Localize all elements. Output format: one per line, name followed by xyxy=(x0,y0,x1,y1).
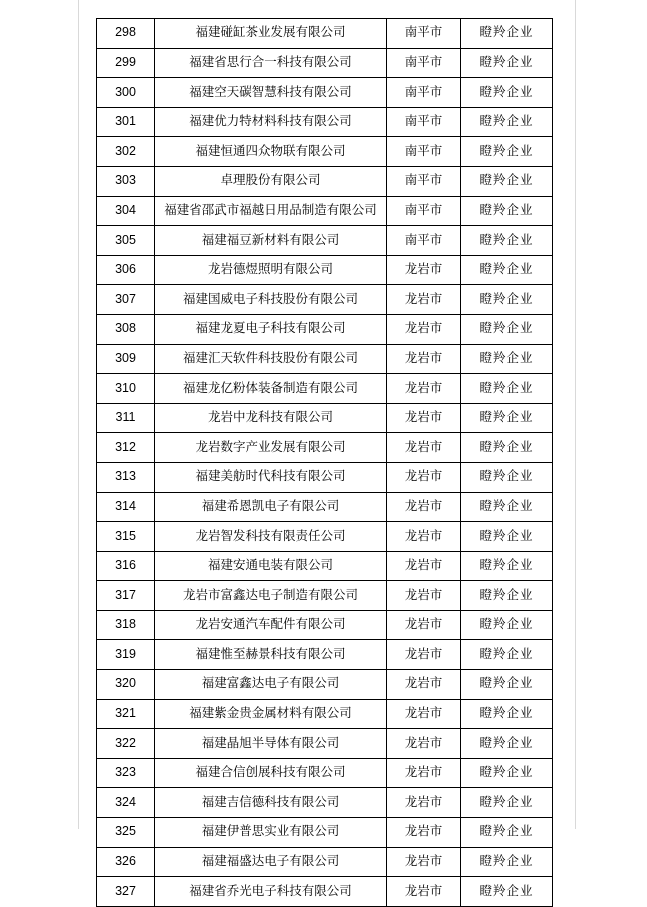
cell-enterprise-name: 福建希恩凯电子有限公司 xyxy=(155,492,387,522)
cell-index: 305 xyxy=(97,226,155,256)
cell-city: 龙岩市 xyxy=(387,699,461,729)
cell-enterprise-type: 瞪羚企业 xyxy=(461,551,553,581)
cell-city: 南平市 xyxy=(387,196,461,226)
page-edge-mark-left xyxy=(78,0,79,829)
cell-enterprise-name: 福建合信创展科技有限公司 xyxy=(155,758,387,788)
cell-index: 318 xyxy=(97,610,155,640)
cell-city: 龙岩市 xyxy=(387,462,461,492)
table-row xyxy=(97,196,553,226)
cell-index: 317 xyxy=(97,581,155,611)
cell-enterprise-name: 福建晶旭半导体有限公司 xyxy=(155,729,387,759)
cell-index: 321 xyxy=(97,699,155,729)
cell-enterprise-type: 瞪羚企业 xyxy=(461,255,553,285)
cell-index: 324 xyxy=(97,788,155,818)
cell-enterprise-type: 瞪羚企业 xyxy=(461,314,553,344)
cell-enterprise-name: 福建美舫时代科技有限公司 xyxy=(155,462,387,492)
cell-index: 323 xyxy=(97,758,155,788)
cell-enterprise-name: 龙岩数字产业发展有限公司 xyxy=(155,433,387,463)
cell-city: 龙岩市 xyxy=(387,314,461,344)
cell-enterprise-type: 瞪羚企业 xyxy=(461,670,553,700)
cell-city: 龙岩市 xyxy=(387,818,461,848)
table-row xyxy=(97,551,553,581)
cell-enterprise-type: 瞪羚企业 xyxy=(461,492,553,522)
table-row xyxy=(97,107,553,137)
cell-enterprise-name: 福建福盛达电子有限公司 xyxy=(155,847,387,877)
cell-index: 320 xyxy=(97,670,155,700)
table-row xyxy=(97,166,553,196)
cell-city: 龙岩市 xyxy=(387,551,461,581)
cell-index: 314 xyxy=(97,492,155,522)
cell-enterprise-name: 龙岩市富鑫达电子制造有限公司 xyxy=(155,581,387,611)
cell-city: 龙岩市 xyxy=(387,729,461,759)
cell-city: 龙岩市 xyxy=(387,492,461,522)
cell-index: 308 xyxy=(97,314,155,344)
cell-enterprise-name: 福建伊普思实业有限公司 xyxy=(155,818,387,848)
cell-enterprise-type: 瞪羚企业 xyxy=(461,19,553,49)
cell-city: 龙岩市 xyxy=(387,403,461,433)
cell-enterprise-type: 瞪羚企业 xyxy=(461,403,553,433)
table-row xyxy=(97,78,553,108)
cell-city: 南平市 xyxy=(387,166,461,196)
cell-index: 327 xyxy=(97,877,155,907)
cell-enterprise-name: 福建国威电子科技股份有限公司 xyxy=(155,285,387,315)
cell-enterprise-name: 龙岩中龙科技有限公司 xyxy=(155,403,387,433)
cell-index: 306 xyxy=(97,255,155,285)
cell-enterprise-type: 瞪羚企业 xyxy=(461,729,553,759)
cell-enterprise-name: 福建省乔光电子科技有限公司 xyxy=(155,877,387,907)
cell-enterprise-type: 瞪羚企业 xyxy=(461,78,553,108)
table-row xyxy=(97,462,553,492)
page-edge-mark-right xyxy=(575,0,576,829)
table-row xyxy=(97,818,553,848)
cell-index: 325 xyxy=(97,818,155,848)
cell-enterprise-name: 福建安通电装有限公司 xyxy=(155,551,387,581)
cell-enterprise-name: 龙岩安通汽车配件有限公司 xyxy=(155,610,387,640)
cell-index: 304 xyxy=(97,196,155,226)
table-row xyxy=(97,255,553,285)
table-row xyxy=(97,670,553,700)
cell-city: 南平市 xyxy=(387,137,461,167)
cell-enterprise-type: 瞪羚企业 xyxy=(461,344,553,374)
cell-index: 299 xyxy=(97,48,155,78)
table-row xyxy=(97,403,553,433)
cell-city: 龙岩市 xyxy=(387,788,461,818)
cell-city: 南平市 xyxy=(387,78,461,108)
cell-enterprise-name: 福建吉信德科技有限公司 xyxy=(155,788,387,818)
cell-enterprise-name: 福建富鑫达电子有限公司 xyxy=(155,670,387,700)
cell-city: 南平市 xyxy=(387,19,461,49)
cell-enterprise-type: 瞪羚企业 xyxy=(461,788,553,818)
table-row xyxy=(97,492,553,522)
cell-enterprise-type: 瞪羚企业 xyxy=(461,640,553,670)
table-row xyxy=(97,877,553,907)
table-row xyxy=(97,847,553,877)
cell-enterprise-type: 瞪羚企业 xyxy=(461,818,553,848)
table-row xyxy=(97,314,553,344)
cell-city: 龙岩市 xyxy=(387,433,461,463)
cell-index: 322 xyxy=(97,729,155,759)
cell-enterprise-type: 瞪羚企业 xyxy=(461,581,553,611)
cell-enterprise-type: 瞪羚企业 xyxy=(461,166,553,196)
cell-enterprise-name: 福建汇天软件科技股份有限公司 xyxy=(155,344,387,374)
cell-city: 龙岩市 xyxy=(387,847,461,877)
cell-enterprise-name: 福建紫金贵金属材料有限公司 xyxy=(155,699,387,729)
cell-index: 310 xyxy=(97,374,155,404)
table-row xyxy=(97,137,553,167)
cell-enterprise-name: 卓理股份有限公司 xyxy=(155,166,387,196)
cell-enterprise-name: 龙岩智发科技有限责任公司 xyxy=(155,522,387,552)
table-row xyxy=(97,788,553,818)
cell-enterprise-type: 瞪羚企业 xyxy=(461,877,553,907)
cell-enterprise-type: 瞪羚企业 xyxy=(461,758,553,788)
cell-enterprise-name: 福建空天碳智慧科技有限公司 xyxy=(155,78,387,108)
table-row xyxy=(97,374,553,404)
cell-enterprise-name: 福建优力特材料科技有限公司 xyxy=(155,107,387,137)
cell-enterprise-type: 瞪羚企业 xyxy=(461,610,553,640)
cell-enterprise-type: 瞪羚企业 xyxy=(461,847,553,877)
table-row xyxy=(97,699,553,729)
enterprise-table-container xyxy=(96,18,552,907)
cell-index: 300 xyxy=(97,78,155,108)
cell-enterprise-type: 瞪羚企业 xyxy=(461,48,553,78)
cell-city: 龙岩市 xyxy=(387,670,461,700)
cell-city: 南平市 xyxy=(387,226,461,256)
cell-enterprise-type: 瞪羚企业 xyxy=(461,285,553,315)
cell-enterprise-type: 瞪羚企业 xyxy=(461,699,553,729)
enterprise-table xyxy=(96,18,553,907)
cell-index: 313 xyxy=(97,462,155,492)
cell-index: 302 xyxy=(97,137,155,167)
table-row xyxy=(97,729,553,759)
cell-index: 319 xyxy=(97,640,155,670)
cell-index: 311 xyxy=(97,403,155,433)
table-row xyxy=(97,19,553,49)
cell-enterprise-name: 福建省思行合一科技有限公司 xyxy=(155,48,387,78)
cell-city: 龙岩市 xyxy=(387,285,461,315)
cell-enterprise-type: 瞪羚企业 xyxy=(461,522,553,552)
cell-city: 龙岩市 xyxy=(387,255,461,285)
table-row xyxy=(97,48,553,78)
cell-index: 315 xyxy=(97,522,155,552)
cell-index: 303 xyxy=(97,166,155,196)
cell-enterprise-name: 福建省邵武市福越日用品制造有限公司 xyxy=(155,196,387,226)
table-row xyxy=(97,640,553,670)
cell-enterprise-name: 福建福豆新材料有限公司 xyxy=(155,226,387,256)
cell-index: 298 xyxy=(97,19,155,49)
table-row xyxy=(97,344,553,374)
cell-enterprise-type: 瞪羚企业 xyxy=(461,196,553,226)
cell-enterprise-name: 福建碰缸茶业发展有限公司 xyxy=(155,19,387,49)
cell-enterprise-name: 福建龙夏电子科技有限公司 xyxy=(155,314,387,344)
cell-index: 301 xyxy=(97,107,155,137)
cell-enterprise-name: 福建恒通四众物联有限公司 xyxy=(155,137,387,167)
cell-enterprise-type: 瞪羚企业 xyxy=(461,433,553,463)
cell-enterprise-name: 福建惟至赫景科技有限公司 xyxy=(155,640,387,670)
cell-index: 309 xyxy=(97,344,155,374)
cell-enterprise-type: 瞪羚企业 xyxy=(461,137,553,167)
table-row xyxy=(97,433,553,463)
cell-city: 龙岩市 xyxy=(387,640,461,670)
cell-enterprise-type: 瞪羚企业 xyxy=(461,226,553,256)
cell-city: 龙岩市 xyxy=(387,758,461,788)
cell-city: 龙岩市 xyxy=(387,877,461,907)
cell-city: 南平市 xyxy=(387,107,461,137)
cell-enterprise-type: 瞪羚企业 xyxy=(461,374,553,404)
table-row xyxy=(97,226,553,256)
cell-city: 龙岩市 xyxy=(387,581,461,611)
table-row xyxy=(97,610,553,640)
cell-city: 龙岩市 xyxy=(387,610,461,640)
cell-enterprise-name: 龙岩德煜照明有限公司 xyxy=(155,255,387,285)
cell-index: 312 xyxy=(97,433,155,463)
cell-enterprise-name: 福建龙亿粉体装备制造有限公司 xyxy=(155,374,387,404)
cell-enterprise-type: 瞪羚企业 xyxy=(461,107,553,137)
cell-index: 307 xyxy=(97,285,155,315)
cell-city: 南平市 xyxy=(387,48,461,78)
table-row xyxy=(97,758,553,788)
table-row xyxy=(97,285,553,315)
table-row xyxy=(97,522,553,552)
cell-index: 316 xyxy=(97,551,155,581)
cell-city: 龙岩市 xyxy=(387,522,461,552)
cell-index: 326 xyxy=(97,847,155,877)
cell-city: 龙岩市 xyxy=(387,344,461,374)
enterprise-table-body xyxy=(97,19,553,907)
cell-city: 龙岩市 xyxy=(387,374,461,404)
cell-enterprise-type: 瞪羚企业 xyxy=(461,462,553,492)
table-row xyxy=(97,581,553,611)
